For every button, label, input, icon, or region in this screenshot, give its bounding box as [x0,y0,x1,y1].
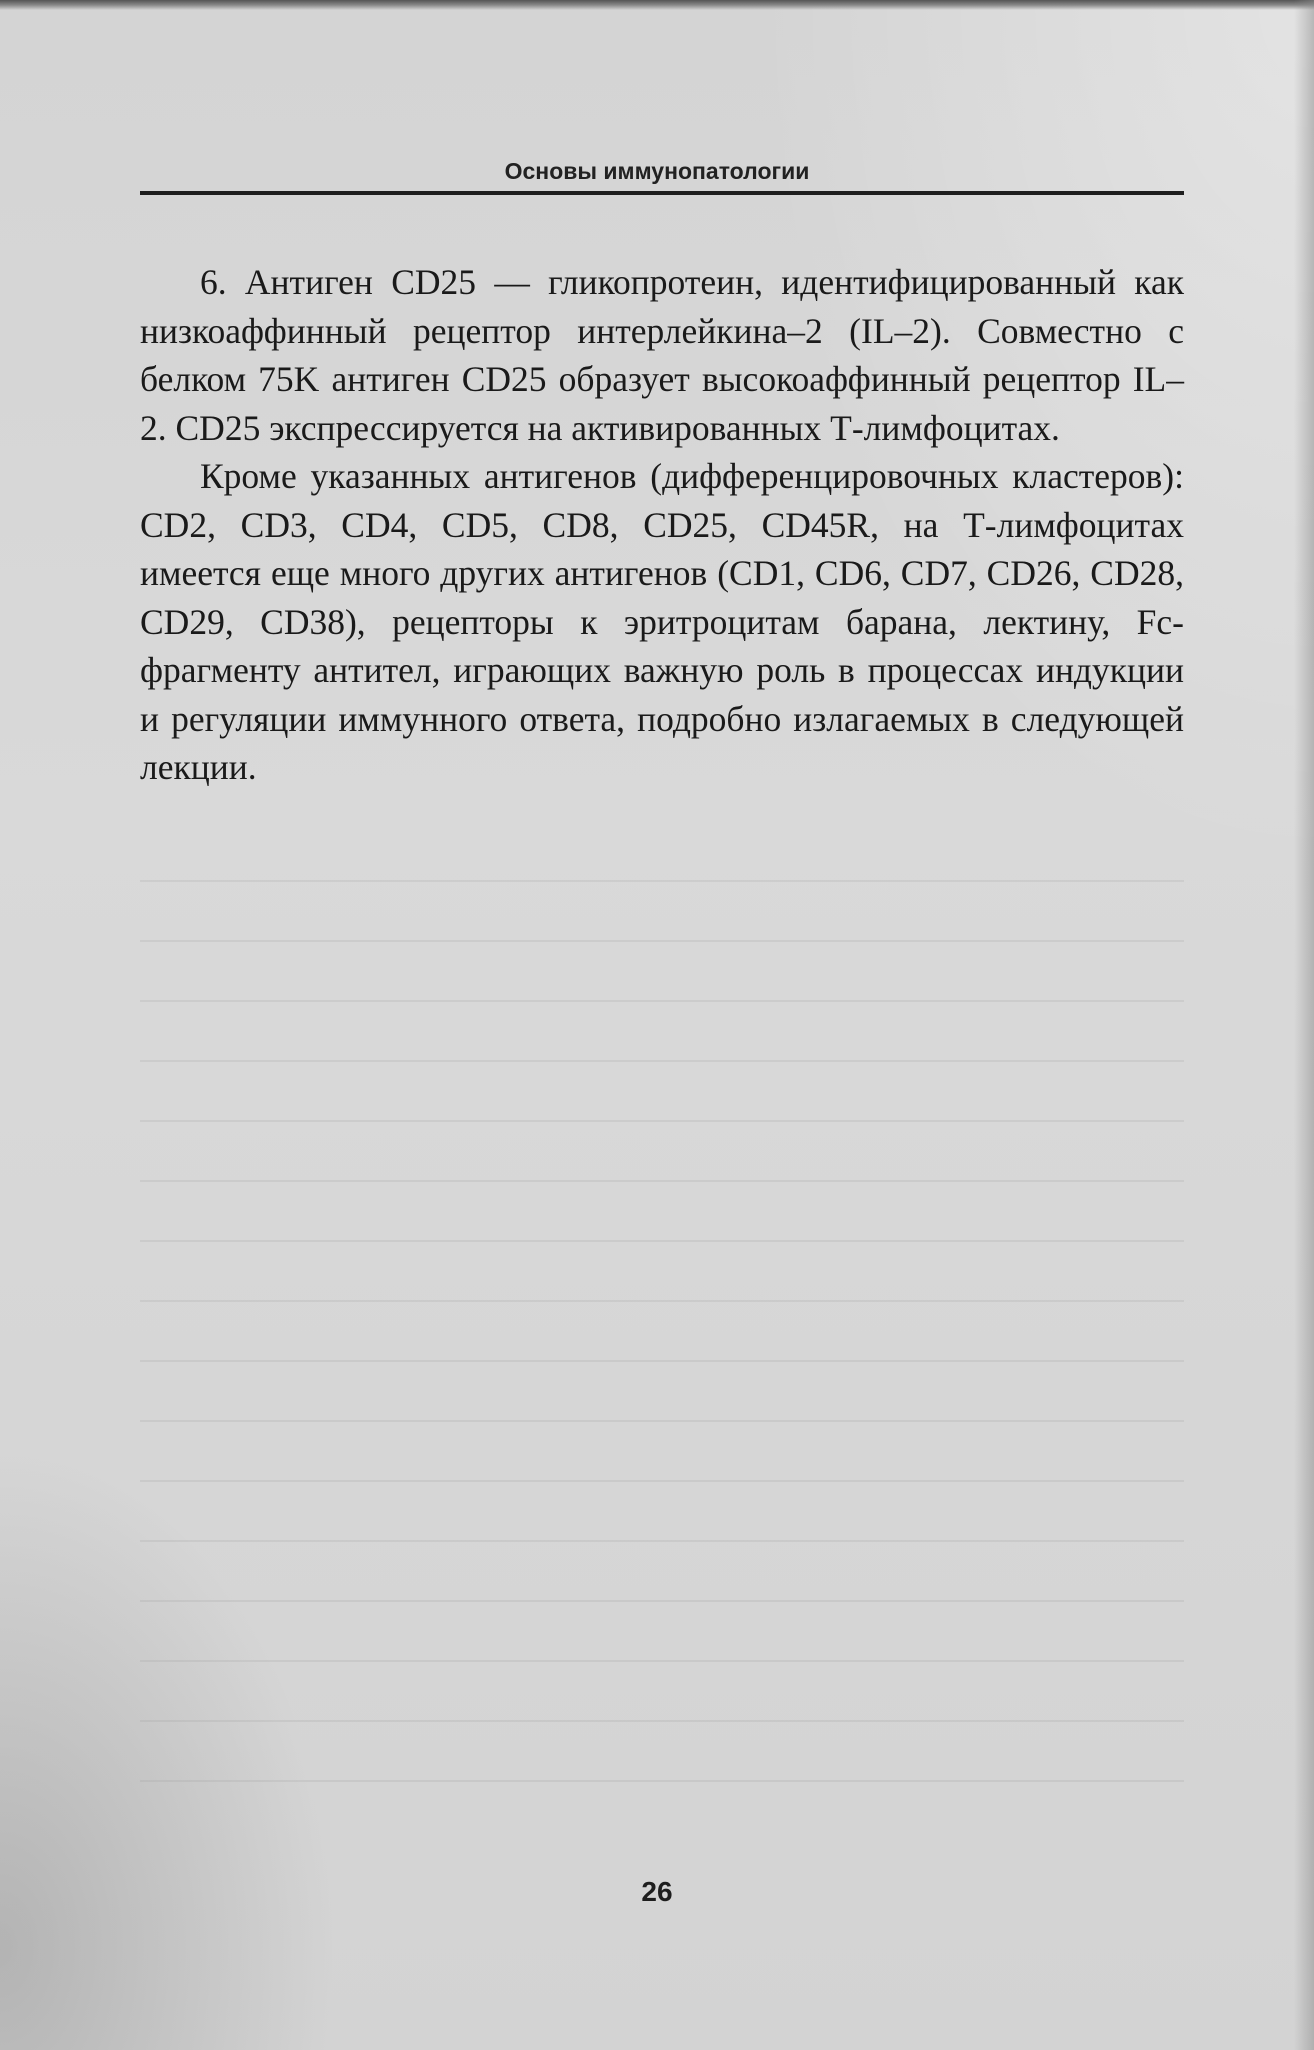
paragraph-other-antigens: Кроме указанных антигенов (дифференцировочных кластеров): CD2, CD3, CD4, CD5, CD8, CD25, CD45R, на Т-лимфоцитах имеется еще много других антигенов (CD1, CD6, CD7, CD26, CD28, CD29, CD38), рецепторы к эритроцитам барана, лектину, Fc-фрагменту антител, играющих важную роль в процессах индукции и регуляции иммунного ответа, подробно излагаемых в следующей лекции. [140,456,1184,787]
show-through-line [140,1300,1184,1302]
body-text [140,258,1184,792]
show-through-line [140,1360,1184,1362]
show-through-line [140,1060,1184,1062]
show-through-line [140,1540,1184,1542]
paragraph-cd25: 6. Антиген CD25 — гликопротеин, идентифицированный как низкоаффинный рецептор интерлейкина–2 (IL–2). Совместно с белком 75K антиген CD25 образует высокоаффинный рецептор IL–2. CD25 экспрессируется на активированных Т-лимфоцитах. [140,262,1184,448]
show-through-line [140,1660,1184,1662]
show-through-line [140,1180,1184,1182]
show-through-line [140,940,1184,942]
show-through-line [140,1000,1184,1002]
show-through-line [140,1420,1184,1422]
header-rule [140,191,1184,195]
page-right-edge [1294,0,1314,2050]
page-top-edge [0,0,1314,10]
show-through-line [140,1780,1184,1782]
show-through-line [140,1240,1184,1242]
page-number: 26 [641,1876,673,1907]
running-header: Основы иммунопатологии [504,158,810,184]
show-through-line [140,1480,1184,1482]
show-through-line [140,1600,1184,1602]
show-through-line [140,1720,1184,1722]
show-through-line [140,1120,1184,1122]
show-through-line [140,880,1184,882]
